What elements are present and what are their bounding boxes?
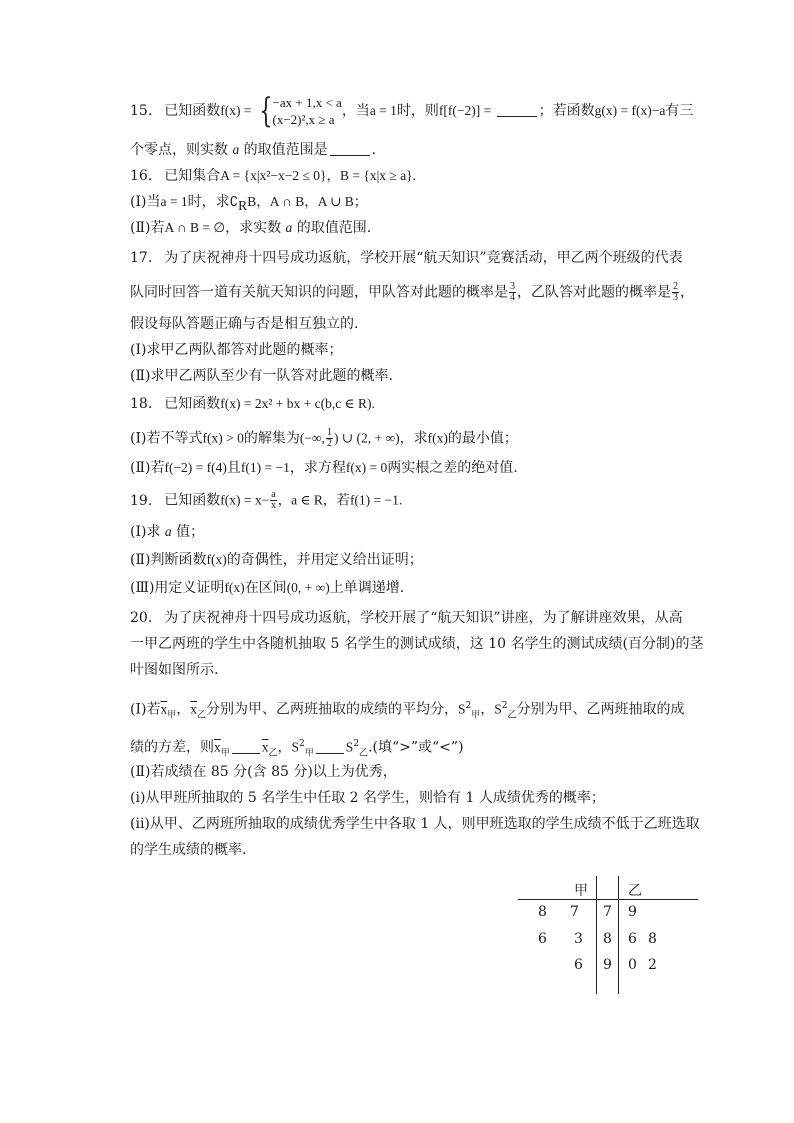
math: (−∞, [299,430,325,446]
leaf-jia: 8 [538,904,547,920]
leaf-yi: 9 [628,904,637,920]
fraction [509,282,516,303]
text: 绩的方差，则 [130,739,214,756]
text: 在区间 [244,580,287,596]
q18-stem [130,394,375,414]
subscript: 甲 [471,710,481,721]
numerator: 3 [510,281,515,292]
numerator: 1 [326,427,332,438]
case-2: (x−2)²,x ≥ a [272,112,335,127]
text: 一甲乙两班的学生中各随机抽取 5 名学生的测试成绩，这 10 名学生的测试成绩(百分制)的茎 [130,636,704,652]
question-number: 18. [130,396,153,412]
q20-line-2 [130,634,703,654]
leaf-jia: 6 [538,931,547,947]
math: f(1) = −1 [240,460,290,475]
q17-line-1 [130,248,683,268]
superscript: 2 [465,701,472,711]
denominator: 3 [673,292,678,303]
q20-part-2 [130,762,397,782]
leaf-yi: 2 [648,957,657,973]
text: 已知函数 [164,396,221,412]
math: f(−2) = f(4) [164,460,227,475]
math: f(x) = 0 [345,460,388,475]
piecewise-function [255,91,342,131]
q20-part-2-ii-line-2 [130,840,246,860]
subscript: 乙 [268,748,278,759]
text: (Ⅰ)若不等式 [130,430,203,447]
text: 上单调递增. [329,580,405,596]
variance-yi: S [345,739,354,755]
superscript: 2 [299,739,305,749]
text: 已知函数 [164,492,221,509]
q17-line-2 [130,282,694,303]
q16-part-2 [130,218,371,238]
math: f(x) [206,552,227,567]
text: 假设每队答题正确与否是相互独立的. [130,316,359,332]
q17-part-1 [130,340,342,360]
mean-jia: $\overline{x}$ [160,701,168,717]
text: ， [480,701,495,718]
text: 值； [176,524,205,540]
answer-blank[interactable] [330,141,370,156]
text: (Ⅰ)当 [130,194,161,210]
text: (Ⅰ)若 [130,701,161,718]
text: ，求实数 [225,220,282,236]
denominator: 2 [326,438,332,449]
leaf-jia: 7 [570,904,579,920]
leaf-yi: 8 [648,931,657,947]
subscript: 甲 [167,710,177,721]
question-number: 17. [130,250,153,266]
leaf-jia: 3 [574,931,583,947]
question-number: 16. [130,168,153,184]
q16-part-1 [130,192,367,216]
variance-jia: S [458,701,466,717]
q15-fx: f(x) = [220,103,255,118]
q15-line-1 [130,91,694,131]
q19-stem [130,490,402,511]
q16-sets: A = {x|x²−x−2 ≤ 0}，B = {x|x ≥ a}. [220,168,417,183]
denominator: x [270,500,276,511]
superscript: 2 [353,739,360,749]
text: (Ⅰ)求甲乙两队都答对此题的概率； [130,342,343,358]
q15-text: ；若函数 [538,103,595,119]
text: (i)从甲班所抽取的 5 名学生中任取 2 名学生，则恰有 1 人成绩优秀的概率； [130,790,605,806]
stem-leaf-plot [518,876,698,996]
q15-g: g(x) = f(x)−a [594,103,666,118]
answer-blank[interactable] [497,102,537,117]
text: 的取值范围. [296,220,372,236]
q20-part-2-ii-line-1 [130,814,700,834]
text: ， [176,701,191,718]
q15-ff: f[f(−2)] = [438,103,495,118]
text: 时，求 [187,194,230,210]
subscript: 甲 [220,748,230,759]
q15-text: 有三 [665,103,694,119]
subscript: 乙 [196,710,206,721]
q20-line-1 [130,608,683,628]
text: 为了庆祝神舟十四号成功返航，学校开展“航天知识”竞赛活动，甲乙两个班级的代表 [164,250,683,266]
question-number: 19. [130,492,153,509]
variance-jia: S [291,739,300,755]
text: (Ⅱ)若 [130,220,165,236]
answer-blank[interactable] [232,739,260,754]
q18-part-1 [130,428,518,449]
q15-text: 的取值范围是 [243,142,328,158]
text: 且 [226,460,241,476]
q20-line-3 [130,660,218,680]
mean-jia: $\overline{x}$ [214,739,221,755]
variance-yi: S [494,701,502,717]
header-jia: 甲 [574,883,588,899]
text: 的学生成绩的概率. [130,842,247,858]
text: ，求方程 [289,460,346,476]
math: ，a ∈ R，若 [277,492,350,508]
fraction [672,282,679,303]
q19-part-3 [130,578,404,598]
complement-symbol: ∁ [229,194,239,209]
math: ) ∪ (2, + ∞) [333,430,400,446]
text: 两实根之差的绝对值. [387,460,518,476]
text: 分别为甲、乙两班抽取的成 [516,701,685,718]
var-a: a [164,524,172,539]
q15-text: . [371,142,377,158]
subscript: 乙 [359,748,369,759]
fraction [326,428,333,449]
subscript: R [238,197,248,213]
cases [273,94,342,128]
text: 为了庆祝神舟十四号成功返航，学校开展了“航天知识”讲座，为了解讲座效果，从高 [164,610,683,626]
math: A ∩ B = ∅ [164,220,226,235]
brace: { [259,91,273,131]
math: f(x) = 2x² + bx + c(b,c ∈ R). [220,396,375,411]
denominator: 4 [510,292,515,303]
text: (Ⅲ)用定义证明 [130,580,225,596]
text: ，乙队答对此题的概率是 [517,284,671,301]
fraction [270,490,276,511]
mean-yi: $\overline{x}$ [190,701,197,717]
text: 的解集为 [243,430,300,447]
divider-left [596,876,597,994]
text: 分别为甲、乙两班抽取的成绩的平均分， [206,701,458,718]
text: ，求 [399,430,428,447]
numerator: 2 [673,281,678,292]
text: ， [680,284,694,301]
text: (Ⅱ)判断函数 [130,552,207,568]
q16-stem [130,166,416,186]
text: 叶图如图所示. [130,662,219,678]
q15-text: ，当 [341,103,370,119]
q17-line-3 [130,314,358,334]
q19-part-2 [130,550,423,570]
leaf-yi: 6 [628,931,637,947]
text: (Ⅰ)求 [130,524,161,540]
q16-text: 已知集合 [164,168,221,184]
header-yi: 乙 [628,883,642,899]
q15-text: 时，则 [396,103,439,119]
q20-part-1-line-1 [130,696,685,725]
question-number: 15. [130,103,153,119]
text: ， [277,739,292,756]
q15-line-2 [130,140,376,160]
q18-part-2 [130,458,518,478]
q15-text: 已知函数 [164,103,221,119]
mean-yi: $\overline{x}$ [261,739,269,755]
stem-value: 7 [603,904,612,920]
superscript: 2 [501,701,508,711]
math: f(x) = x− [220,492,270,508]
q15-a: a = 1 [369,103,397,118]
text: (Ⅱ)若 [130,460,165,476]
math: B，A ∩ B，A ∪ B； [247,194,368,209]
divider-right [618,876,619,994]
text: (ii)从甲、乙两班所抽取的成绩优秀学生中各取 1 人，则甲班选取的学生成绩不低于乙班选取 [130,816,700,832]
subscript: 甲 [304,748,314,759]
q20-part-1-line-2 [130,734,464,763]
q17-part-2 [130,366,393,386]
math: f(x) [224,580,245,595]
math: f(1) = −1. [349,492,403,508]
stem-value: 9 [603,957,612,973]
q19-part-1 [130,522,204,542]
leaf-jia: 6 [574,957,583,973]
q20-part-2-i [130,788,605,808]
math: (0, + ∞) [286,580,330,595]
case-1: −ax + 1,x < a [272,95,342,110]
answer-blank[interactable] [316,739,344,754]
text: 的最小值； [447,430,518,447]
text: .(填“>”或“<”) [368,739,464,756]
stem-value: 8 [603,931,612,947]
header-rule [518,899,698,900]
math: f(x) [427,430,448,446]
leaf-yi: 0 [628,957,637,973]
text: (Ⅱ)求甲乙两队至少有一队答对此题的概率. [130,368,393,384]
text: (Ⅱ)若成绩在 85 分(含 85 分)以上为优秀， [130,764,397,780]
text: 队同时回答一道有关航天知识的问题，甲队答对此题的概率是 [130,284,508,301]
q15-text: 个零点，则实数 [130,142,228,158]
var-a: a [232,142,240,157]
question-number: 20. [130,610,153,626]
math: a = 1 [160,194,188,209]
numerator: a [271,489,276,500]
var-a: a [285,220,293,235]
text: 的奇偶性，并用定义给出证明； [226,552,423,568]
math: f(x) > 0 [202,430,244,446]
subscript: 乙 [507,710,517,721]
